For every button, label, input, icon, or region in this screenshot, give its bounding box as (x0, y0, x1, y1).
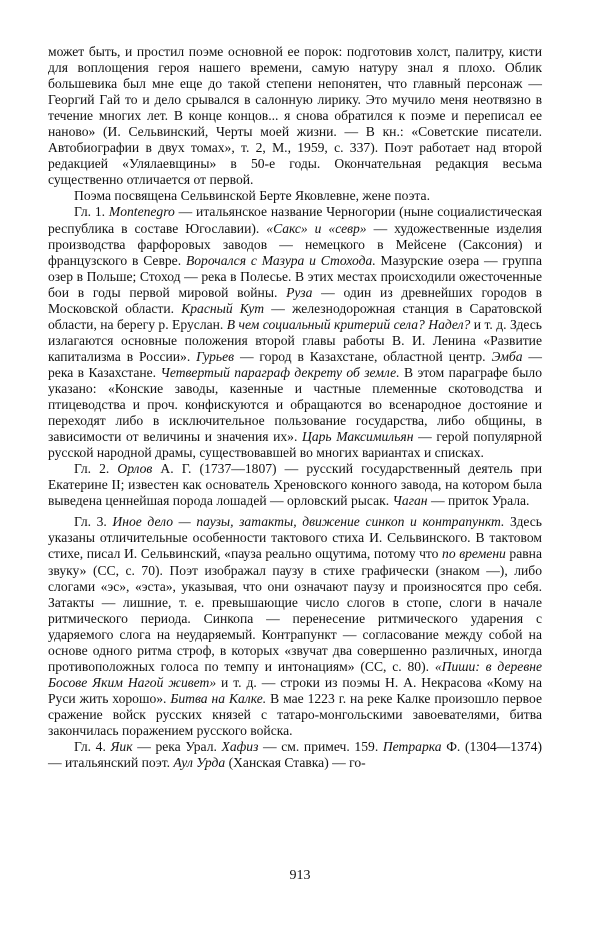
italic-term: Царь Максимильян (302, 429, 414, 445)
paragraph-dedication (48, 188, 542, 204)
italic-term: Чаган (392, 493, 428, 509)
text-run: — приток Урала. (427, 493, 530, 509)
italic-term: Петрарка (382, 739, 442, 755)
italic-term: Montenegro (108, 204, 175, 220)
text-run: равна звуку» (СС, с. 70). Поэт изображал паузу в стихе графически (знаком —), либо слогами «эс», «эста», указывая, что они означают паузу и произносятся про себя. Затакты — лишние, т. е. превышающие число слогов в стопе, слоги в начале ритмического периода. Синкопа — перенесение ритмического ударения с ударяемого слога на неударяемый. Контрапункт — согласование между собой на основе одного ритма строф, в которых «звучат два совершенно различных, иногда противоположных голоса по темпу и интонациям» (СС, с. 80). (48, 546, 542, 674)
italic-term: Орлов (117, 461, 153, 477)
text-run: Поэма посвящена Сельвинской Берте Яковлевне, жене поэта. (74, 188, 430, 204)
text-run: — река Урал. (132, 739, 222, 755)
italic-term: Хафиз (221, 739, 259, 755)
text-run: — итальянское название Черногории (ныне социалистическая республика в составе Югославии). (48, 204, 543, 236)
text-run: Гл. 4. (74, 739, 111, 755)
text-run: Гл. 2. (74, 461, 118, 477)
text-run: А. Г. (1737—1807) — русский государственный деятель при Екатерине II; известен как основатель Хреновского конного завода, на котором была выведена ценнейшая порода лошадей — орловский рысак. (48, 461, 543, 509)
italic-term: «Сакс» и «севр» (266, 220, 367, 236)
paragraph-chapter-3 (48, 514, 542, 739)
italic-term: «Пиши: в деревне Босове Яким Нагой живет» (48, 658, 542, 690)
italic-term: Битва на Калке. (170, 690, 267, 706)
text-run: Гл. 1. (74, 204, 109, 220)
text-run: Гл. 3. (74, 514, 113, 530)
text-run: — художественные изделия производства фарфоровых заводов — немецкого в Мейсене (Саксония) и французского в Севре. (48, 220, 543, 268)
italic-term: Ворочался с Мазура и Стохода. (185, 252, 376, 268)
text-run: Мазурские озера — группа озер в Польше; Стоход — река в Полесье. В этих местах происходили ожесточенные бои в годы первой мировой войны. (48, 252, 542, 300)
italic-term: по времени (442, 546, 506, 562)
italic-term: Эмба (491, 348, 523, 364)
italic-term: Иное дело — паузы, затакты, движение синкоп и контрапункт. (112, 514, 505, 530)
italic-term: Красный Кут (181, 300, 265, 316)
text-run: В этом параграфе было указано: «Конские заводы, казенные и частные племенные скотоводства и птицеводства и проч. конфискуются и обращаются во всенародное достояние и переходят либо в исключительное пользование государства, либо общины, в зависимости от величины и значения их». (48, 364, 542, 445)
text-run: — см. примеч. 159. (258, 739, 383, 755)
text-run: — река в Казахстане. (48, 348, 543, 380)
page-number: 913 (289, 868, 311, 883)
paragraph-continuation (48, 44, 542, 188)
text-run: — герой популярной русской народной драмы, существовавшей во многих вариантах и списках. (48, 429, 542, 461)
text-run: — город в Казахстане, областной центр. (234, 348, 492, 364)
paragraph-chapter-2 (48, 461, 542, 509)
italic-term: Руза (286, 284, 313, 300)
text-run: (Ханская Ставка) — го- (225, 755, 366, 771)
text-run: — один из древнейших городов в Московской области. (48, 284, 542, 316)
text-run: и т. д. — строки из поэмы Н. А. Некрасова «Кому на Руси жить хорошо». (48, 674, 542, 706)
text-run: и т. д. Здесь излагаются основные положения второй главы работы В. И. Ленина «Развитие капитализма в России». (48, 316, 542, 364)
paragraph-chapter-1 (48, 204, 542, 461)
italic-term: В чем социальный критерий села? Надел? (226, 316, 471, 332)
text-run: В мае 1223 г. на реке Калке произошло первое сражение войск русских князей с татаро-монгольскими завоевателями, битва закончилась поражением русского войска. (48, 690, 542, 738)
italic-term: Гурьев (196, 348, 235, 364)
italic-term: Четвертый параграф декрету об земле. (160, 364, 400, 380)
text-run: может быть, и простил поэме основной ее порок: подготовив холст, палитру, кисти для воплощения героя нашего времени, самую натуру знал я плохо. Облик большевика был мне еще до такой степени непонятен, что главный персонаж — Георгий Гай то и дело срывался в салонную лирику. Это мучило меня неотвязно в течение многих лет. В конце концов... я снова обратился к поэме и переписал ее наново» (И. Сельвинский, Черты моей жизни. — В кн.: «Советские писатели. Автобиографии в двух томах», т. 2, М., 1959, с. 337). Поэт работает над второй редакцией «Улялаевщины» в 50-е годы. Окончательная редакция весьма существенно отличается от первой. (48, 44, 542, 188)
text-run: — железнодорожная станция в Саратовской области, на берегу р. Еруслан. (48, 300, 543, 332)
text-run: Ф. (1304—1374) — итальянский поэт. (48, 739, 542, 771)
italic-term: Аул Урда (173, 755, 226, 771)
italic-term: Яик (110, 739, 133, 755)
text-run: Здесь указаны отличительные особенности тактового стиха И. Сельвинского. В тактовом стихе, писал И. Сельвинский, «пауза реально ощутима, потому что (48, 514, 542, 562)
commentary-text (48, 44, 542, 771)
paragraph-chapter-4 (48, 739, 542, 771)
